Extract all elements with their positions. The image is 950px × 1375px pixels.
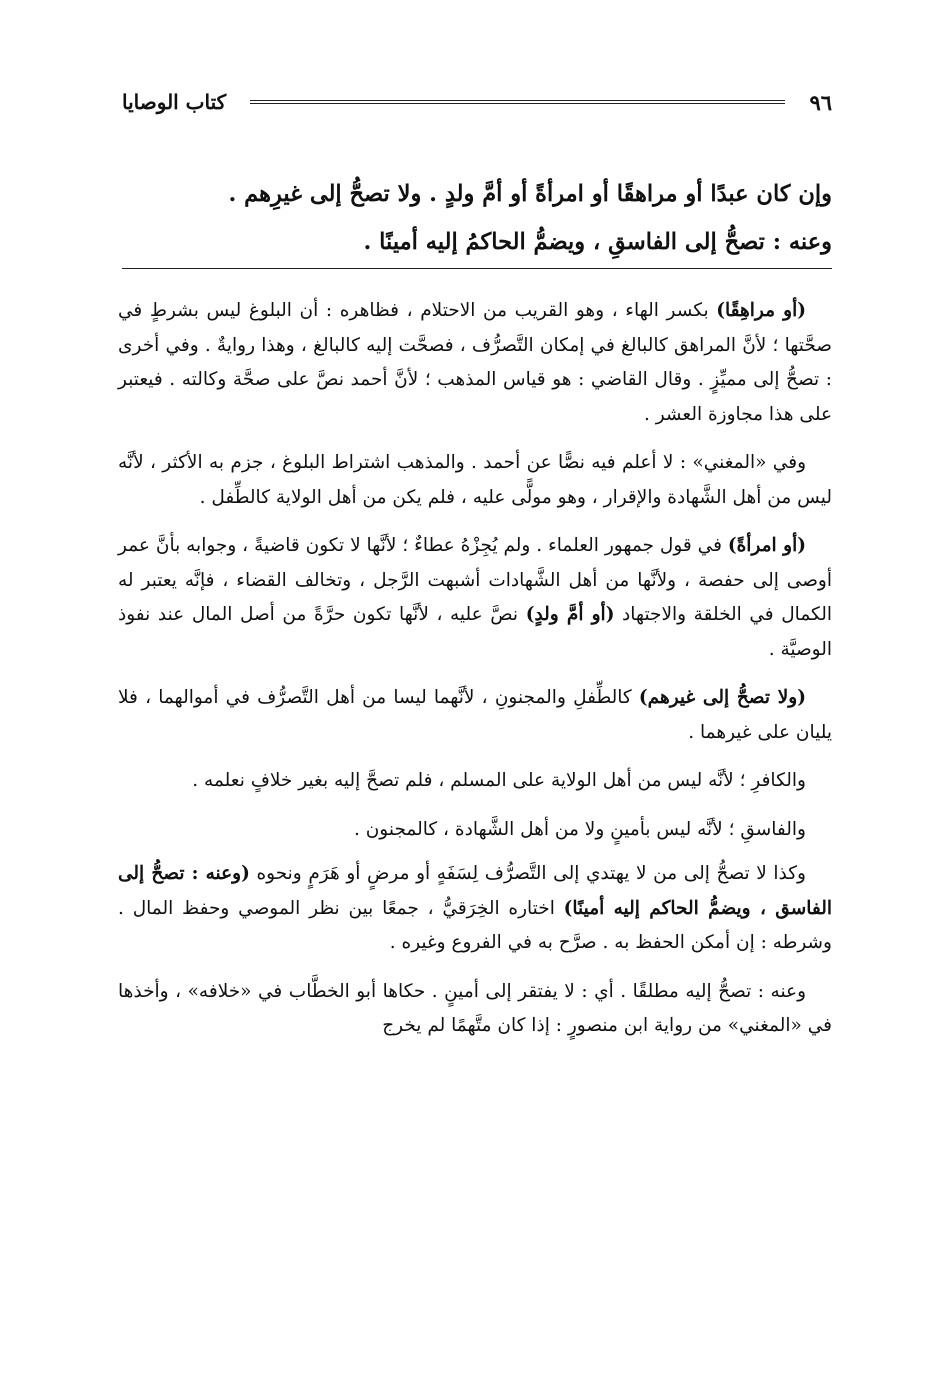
quoted-matn: (أو امرأةً) <box>727 535 806 556</box>
running-header <box>122 82 832 122</box>
commentary-text: نصَّ عليه ، لأنَّها تكون حرَّةً من أصل المال عند نفوذ الوصيَّة . <box>118 604 832 660</box>
commentary-paragraph <box>118 681 832 750</box>
matn-separator <box>122 268 832 269</box>
commentary-paragraph <box>118 764 832 799</box>
commentary-paragraph <box>118 294 832 432</box>
commentary-text: كالطِّفلِ والمجنونِ ، لأنَّهما ليسا من أهل التَّصرُّف في أموالهما ، فلا يليان على غيرهما . <box>118 687 832 743</box>
page-number: ٩٦ <box>809 89 832 115</box>
commentary <box>118 294 832 1058</box>
matn-line: وعنه : تصحُّ إلى الفاسقِ ، ويضمُّ الحاكمُ إليه أمينًا . <box>363 229 832 255</box>
commentary-paragraph <box>118 813 832 848</box>
commentary-text: وفي «المغني» : لا أعلم فيه نصًّا عن أحمد . والمذهب اشتراط البلوغ ، جزم به الأكثر ، لأنَّه ليس من أهل الشَّهادة والإقرار ، وهو مولًّى عليه ، فلم يكن من أهل الولاية كالطِّفل . <box>118 452 832 508</box>
commentary-paragraph <box>118 446 832 515</box>
quoted-matn: (ولا تصحُّ إلى غيرهم) <box>638 687 806 708</box>
matn-text <box>118 170 832 266</box>
commentary-paragraph <box>118 857 832 961</box>
quoted-matn: (وعنه : تصحُّ إلى الفاسق ، ويضمُّ الحاكم إليه أمينًا) <box>118 863 832 919</box>
quoted-matn: (أو مراهِقًا) <box>716 300 807 321</box>
commentary-text: والكافرِ ؛ لأنَّه ليس من أهل الولاية على المسلم ، فلم تصحَّ إليه بغير خلافٍ نعلمه . <box>192 770 806 791</box>
commentary-text: بكسر الهاء ، وهو القريب من الاحتلام ، فظاهره : أن البلوغ ليس بشرطٍ في صحَّتها ؛ لأنَّ المراهق كالبالغ في إمكان التَّصرُّف ، فصحَّت إليه كالبالغ ، وهذا روايةٌ . وفي أخرى : تصحُّ إلى مميِّزٍ . وقال القاضي : هو قياس المذهب ؛ لأنَّ أحمد نصَّ على صحَّة وكالته . فيعتبر على هذا مجاوزة العشر . <box>118 300 832 425</box>
commentary-paragraph <box>118 529 832 667</box>
commentary-text: وعنه : تصحُّ إليه مطلقًا . أي : لا يفتقر إلى أمينٍ . حكاها أبو الخطَّاب في «خلافه» ، وأخذها في «المغني» من رواية ابن منصورٍ : إذا كان متَّهمًا لم يخرج <box>118 980 832 1036</box>
header-rule <box>250 100 785 104</box>
commentary-text: والفاسقِ ؛ لأنَّه ليس بأمينٍ ولا من أهل الشَّهادة ، كالمجنون . <box>353 818 806 840</box>
quoted-matn: (أو أمَّ ولدٍ) <box>525 604 615 625</box>
commentary-text: اختاره الخِرَقيُّ ، جمعًا بين نظر الموصي وحفظ المال . وشرطه : إن أمكن الحفظ به . صرَّح به في الفروع وغيره . <box>118 897 832 953</box>
commentary-text: في قول جمهور العلماء . ولم يُجِزْهُ عطاءٌ ؛ لأنَّها لا تكون قاضيةً ، وجوابه بأنَّ عمر أوصى إلى حفصة ، ولأنَّها من أهل الشَّهادات أشبهت الرَّجل ، وتخالف القضاء ، فإنَّه يعتبر له الكمال في الخلقة والاجتهاد <box>118 535 833 625</box>
commentary-text: وكذا لا تصحُّ إلى من لا يهتدي إلى التَّصرُّف لِسَفَهٍ أو مرضٍ أو هَرَمٍ ونحوه <box>249 863 806 884</box>
matn-line: وإن كان عبدًا أو مراهقًا أو امرأةً أو أمَّ ولدٍ . ولا تصحُّ إلى غيرِهم . <box>228 181 832 207</box>
commentary-paragraph <box>118 975 832 1044</box>
book-title: كتاب الوصايا <box>122 90 227 114</box>
